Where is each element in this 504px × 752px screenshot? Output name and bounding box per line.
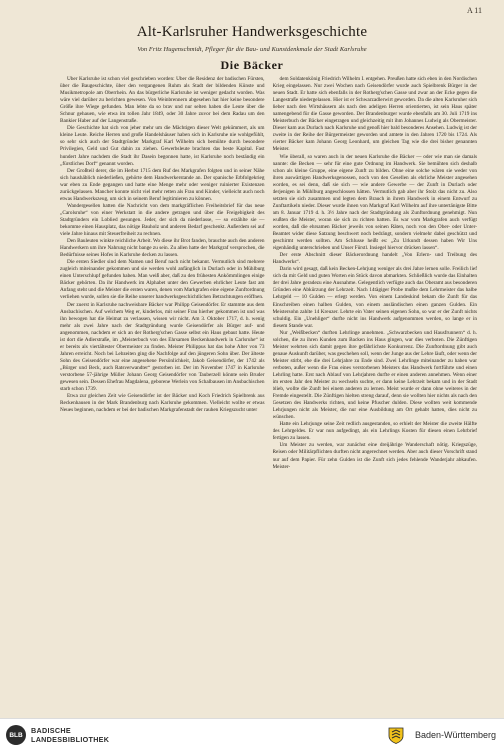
paragraph: Nur „Weißbecken“ durften Lehrlinge annehmen. „Schwarzbecken und Hausfrunnern“ d. h. solchen, die zu ihren Kunden zum Backen ins Haus gingen, war dies verboten. Die Zünftigen Meister wehrten sich damit gegen ihre gefährlichste Konkurrenz. Die Zunftordnung gibt auch genaue Auskunft darüber, was geschehen soll, wenn der Junge aus der Lehre läuft, oder wenn der Meister stirbt, ehe die drei Lehrjahre zu Ende sind. Zwei Lehrlinge miteinander zu haben war verboten, außer wenn die Frau eines verstorbenen Meisters das Handwerk fortführte und einen Lehrling hatte. Erst nach Ablauf von Lehrjahren durfte er einen anderen annehmen. Wenn einer im ersten Jahr den Meister zu wechseln suchte, er dann keine Lehrzeit bekam und in der Stadt blieb, wollte die Zunft bei einem anderen zu lernen. Meist wurde er dann ohne weiteres in der Fremde eingestellt. Die Zünftigen hielten streng darauf, denn sie wollten hier nichts als nach den Gesetzen des Handwerks richten, und keine Pfuscher dulden. Diese wollten weit kommende Lehrjungen nicht als Meister, die nur eine Ausbildung am Ort gehabt hatten, dies nicht zu wünschen. — [272, 329, 477, 421]
right-column — [273, 76, 478, 714]
paragraph: Etwa zur gleichen Zeit wie Geisendörfer ist der Bäcker und Koch Friedrich Spielbrenk aus Reckenhausen in der Mark Brandenburg nach Karlsruhe gekommen. Vielleicht wollte er etwas Neues beginnen, nachdem er bei der badischen Markgrafenstadt der rauhen Kriegszucht unter — [60, 393, 265, 414]
paragraph: Wie überall, so waren auch in der neuen Karlsruhe die Bäcker — oder wie man sie damals nannte: die Becken — sehr für eine gute Ordnung im Handwerk. Sie bemühten sich deshalb schon als kleine Gruppe, eine eigene Zunft zu bilden. Ohne eine solche wären sie weder von ihren auswärtigen Handwerksgenossen, noch von den Gesellen als ehrliche Meister angesehen worden, es sei denn, daß sie sich — wie andere Gewerbe — der Zunft in Durlach oder derjenigen in Mühlburg angeschlossen hätten. Vermutlich gab aber ihr Stolz das nicht zu. Also setzten sie sich zusammen und legten dem Brauch in ihrem Handwerk in einem Entwurf zu Zunftartikeln nieder. Dieser wurde ihnen von Markgraf Karl Wilhelm auf ihre untertänigste Bitte am 8. Januar 1719 d. h. 3½ Jahre nach der Stadtgründung als Zunftordnung genehmigt. Nun wußten die Meister, woran sie sich zu richten hatten. Es war vom Markgrafen auch verfügt worden, daß die ehrsamen Bäcker jeweils von seinen Räten, noch von den Ober- oder Unter-Beamtet wider diese Satzung beschwert noch bedrängt, sondern vielmehr dabei geschützt und geschirmt werden sollten. Am Schlusse heißt es: „Zu Urkundt dessen haben Wir Uns eigenhändig unterschrieben und Unser Fürstl. Insiegel hiervor drücken lassen“. — [272, 153, 477, 252]
library-name[interactable] — [31, 727, 109, 744]
text-columns — [60, 76, 477, 714]
viewer-footer — [0, 718, 504, 752]
library-name-line1: BADISCHE — [31, 726, 71, 735]
paragraph: Der zuerst in Karlsruhe nachweisbare Bäcker war Philipp Geisendörfer. Er stammte aus dem Ansbachischen. Auf welchem Weg er, kinderlos, mit seiner Frau hierher gekommen ist und was ihn bewogen hat die Heimat zu verlassen, wissen wir nicht. Am 3. Oktober 1717, d. h. wenig mehr als zwei Jahre nach der Stadtgründung wurde Geisendörfer als Bürger auf- und angenommen, nachdem er sich an der Rotherg'schen Gasse selbst ein Haus gebaut hatte. Heute ist dort die Adlerstraße, im „Meisterbuch von des Ehrsamen Beckenhandwerk in Carlsruhe“ ist er bereits als viertältester Obermeister zu finden. Meister Philippus hat das hohe Alter von 73 Jahren erreicht. Noch bei Lebzeiten ging die Nachfolge auf den jüngeren Sohn über. Der älteste Sohn des Geisendörfer war eine angesehene Persönlichkeit, Jakob Geisendörfer, der 1742 als „Bürger und Beck, auch Ratsverwandter“ gestorben ist. Der im November 1747 in Karlsruhe verstorbene 57-jährige Müller Johann Georg Geisendörfer von Tauberzell könnte sein Bruder gewesen sein. Dessen Ehefrau Magdalena, geborene Werlein von Schalbausen im Ansbachischen starb schon 1739. — [60, 301, 265, 393]
paragraph: Darin wird gesagt, daß kein Becken-Lehrjung weniger als drei Jahre lernen solle. Freilich lief sich da mit Geld und guten Worten ein Stück davon abmarkten. Schließlich wurde das Einhalten der drei Jahre geradezu eine Ausnahme. Gelegentlich verfügte auch das Oberamt aus besonderen Gründen eine Abkürzung der Lehrzeit. Nach 14tägiger Probe mußte dem Lehrmeister das halbe Lehrgeld — 10 Gulden — erlegt werden. Von einem Landeskind bekam die Zunft für das Einschreiben einen halben Gulden, von einem ausländischen einen ganzen Gulden. Ein Meistersohn zahlte 14 Kreuzer. Lehrte ein Vater seinen eigenen Sohn, so war er der Zunft nichts schuldig. Ein „Unehliger“ durfte nicht ins Handwerk aufgenommen werden, so lange er in diesem Stande war. — [272, 266, 477, 329]
library-name-line2: LANDESBIBLIOTHEK — [31, 734, 110, 744]
page-number: A 11 — [466, 6, 482, 15]
partner-name[interactable]: Baden-Württemberg — [414, 730, 496, 740]
paragraph: dem Soldatenkönig Friedrich Wilhelm I. entgehen. Preußen hatte sich eben in den Nordischen Krieg eingelassen. Nur zwei Wochen nach Geisendörfer wurde auch Spielbrenk Bürger in der neuen Stadt. Er hatte sich ebenfalls in der Rotherg'schen Gasse und zwar an der Ecke gegen die Langestraße niedergelassen. Hier ist er Schwarzadlerwirt geworden. Da die alten Karlsruher sich lieber nach den Wirtshäusern als nach den adeligen Herren orientierten, ist sein Haus später namengebend für die Gasse geworden. Der Brandenburger wurde ebenfalls am 30. Juli 1719 ins Meisterbuch der Bäcker eingetragen und gleichzeitig mit ihm Johannes Ludwig als Obermeister. Dieser kam aus Durlach nach Karlsruhe und genoß hier bald besonderes Ansehen. Ludwig ist der zweite in der Reihe der Bürgermeister geworden und amtete in den Jahren 1720 bis 1724. Als vierter Bäcker kam Johann Georg Leonhard, um gleichen Tag wie die drei bisher genannten Meister. — [272, 76, 477, 153]
article-subtitle: Von Fritz Hugenschmidt, Pfleger für die Bau- und Kunstdenkmale der Stadt Karlsruhe — [137, 46, 367, 53]
blb-logo-icon[interactable]: BLB — [6, 725, 26, 745]
paragraph: Um Meister zu werden, war zunächst eine dreijährige Wanderschaft nötig. Kriegszüge, Reisen oder Militärpflichten durften nicht angerechnet werden. Aber auch dieser Vorschrift stand nur auf dem Papier. Für zehn Gulden ist die Zunft sich jedes fehlende Wanderjahr abkaufen. Meister- — [272, 442, 477, 470]
paragraph: Der erste Abschnitt dieser Bäckerordnung handelt „Von Erlern- und Treibung des Handwerks“. — [272, 252, 477, 266]
paragraph: Hatte ein Lehrjunge seine Zeit redlich ausgestanden, so erhielt der Meister die zweite Hälfte des Lehrgeldes. Er war nun aufgedingt, als ein Lehrlings Kosten für diesen einen Lehrbrief fertigen zu lassen. — [272, 421, 477, 442]
section-heading: Die Bäcker — [220, 58, 284, 72]
paragraph: Die ersten Siedler sind dem Namen und Beruf nach nicht bekannt. Vermutlich sind mehrere zugleich miteinander gekommen und sie werden wohl anfänglich in Durlach oder in Mühlburg einen Unterschlupf gefunden haben. Man weiß aber, daß zu den frühesten Ankömmlingen einige Bäcker gehörten. Da ihr Handwerk im Alphabet unter den Gewerben ehrlicher Leute fast am Anfang steht und die Meister die ersten waren, denen vom Markgrafen eine eigene Zunftordnung verliehen wurde, sollen sie die Reihe unserer handwerksgeschichtlichen Betrachtungen eröffnen. — [60, 259, 265, 301]
baden-wuerttemberg-crest-icon — [388, 727, 404, 744]
paragraph: Der Großteil derer, die im Herbst 1715 dem Ruf des Markgrafen folgten und in seiner Nähe sich haushäblich niederließen, gehörte dem Handwerkerstande an. Der spanische Erbfolgekrieg war eben zu Ende gegangen und hatte eine Menge mehr oder weniger ruinierter Existenzen zurückgelassen. Mancher konnte nicht viel mehr retten als Frau und Kinder, vielleicht auch noch etwas Handwerkszeug, um sich in seinem Beruf legitimieren zu können. — [60, 167, 265, 202]
left-column — [60, 76, 265, 714]
paragraph: Über Karlsruhe ist schon viel geschrieben worden: Über die Residenz der badischen Fürsten, über die Baugeschichte, über den vergangenen Ruhm als Stadt der bildenden Künste und Musikmetropole am Oberrhein. An das bürgerliche Karlsruhe ist weniger gedacht worden. Was wäre viel darüber zu berichten gewesen. Von Weinbrennern abgesehen hat hier keine besondere Größe ihre Wiege gefunden. Man lebte da so brav und nur selten haben die Leute über die Schnur gehauen, wie etwa im tollen Jahr 1849, oder 30 Jahre zuvor bei dem Radau um den Bankier Haber auf der Langenstraße. — [60, 76, 265, 125]
paragraph: Wandergesellen hatten die Nachricht von dem markgräflichen Freiheitsbrief für das neue „Carolsruhe“ von einer Werkstatt in die andere getragen und über die Freigebigkeit des Stadtgründers ein Loblied gesungen. Jeder, der sich da niederlasse, — so erzählte sie — bekomme einen Hausplatz, das nötige Bauholz und anderen Bedarf geschenkt. Außerdem sei auf viele Jahre hinaus mit Steuerfreiheit zu rechnen. — [60, 202, 265, 238]
paragraph: Die Geschichte hat sich von jeher mehr um die Mächtigen dieser Welt gekümmert, als um kleine Leute. Reiche Herren und große Handelshäuser haben sich in Karlsruhe nie wohlgefühlt, so sehr sich auch der Stadtgründer Markgraf Karl Wilhelm sich bemühte durch besondere Privilegien, Geld und Gut dahin zu ziehen. Gewerbsleute brachten das beste Kapital. Fast hundert Jahre nachdem die Stadt ihr Dasein begonnen hatte, ist Karlsruhe noch beständig ein „fürstliches Dorf“ genannt worden. — [60, 125, 265, 167]
paragraph: Den Bauleuten winkte reichliche Arbeit. Wo diese ihr Brot fanden, brauchte auch den anderen Handwerkern um ihre Nahrung nicht bange zu sein. Zu allen hatte der Markgraf versprochen, die Bedürfnisse seines Hofes in Karlsruhe decken zu lassen. — [60, 238, 265, 259]
article-title: Alt-Karlsruher Handwerksgeschichte — [136, 24, 368, 40]
